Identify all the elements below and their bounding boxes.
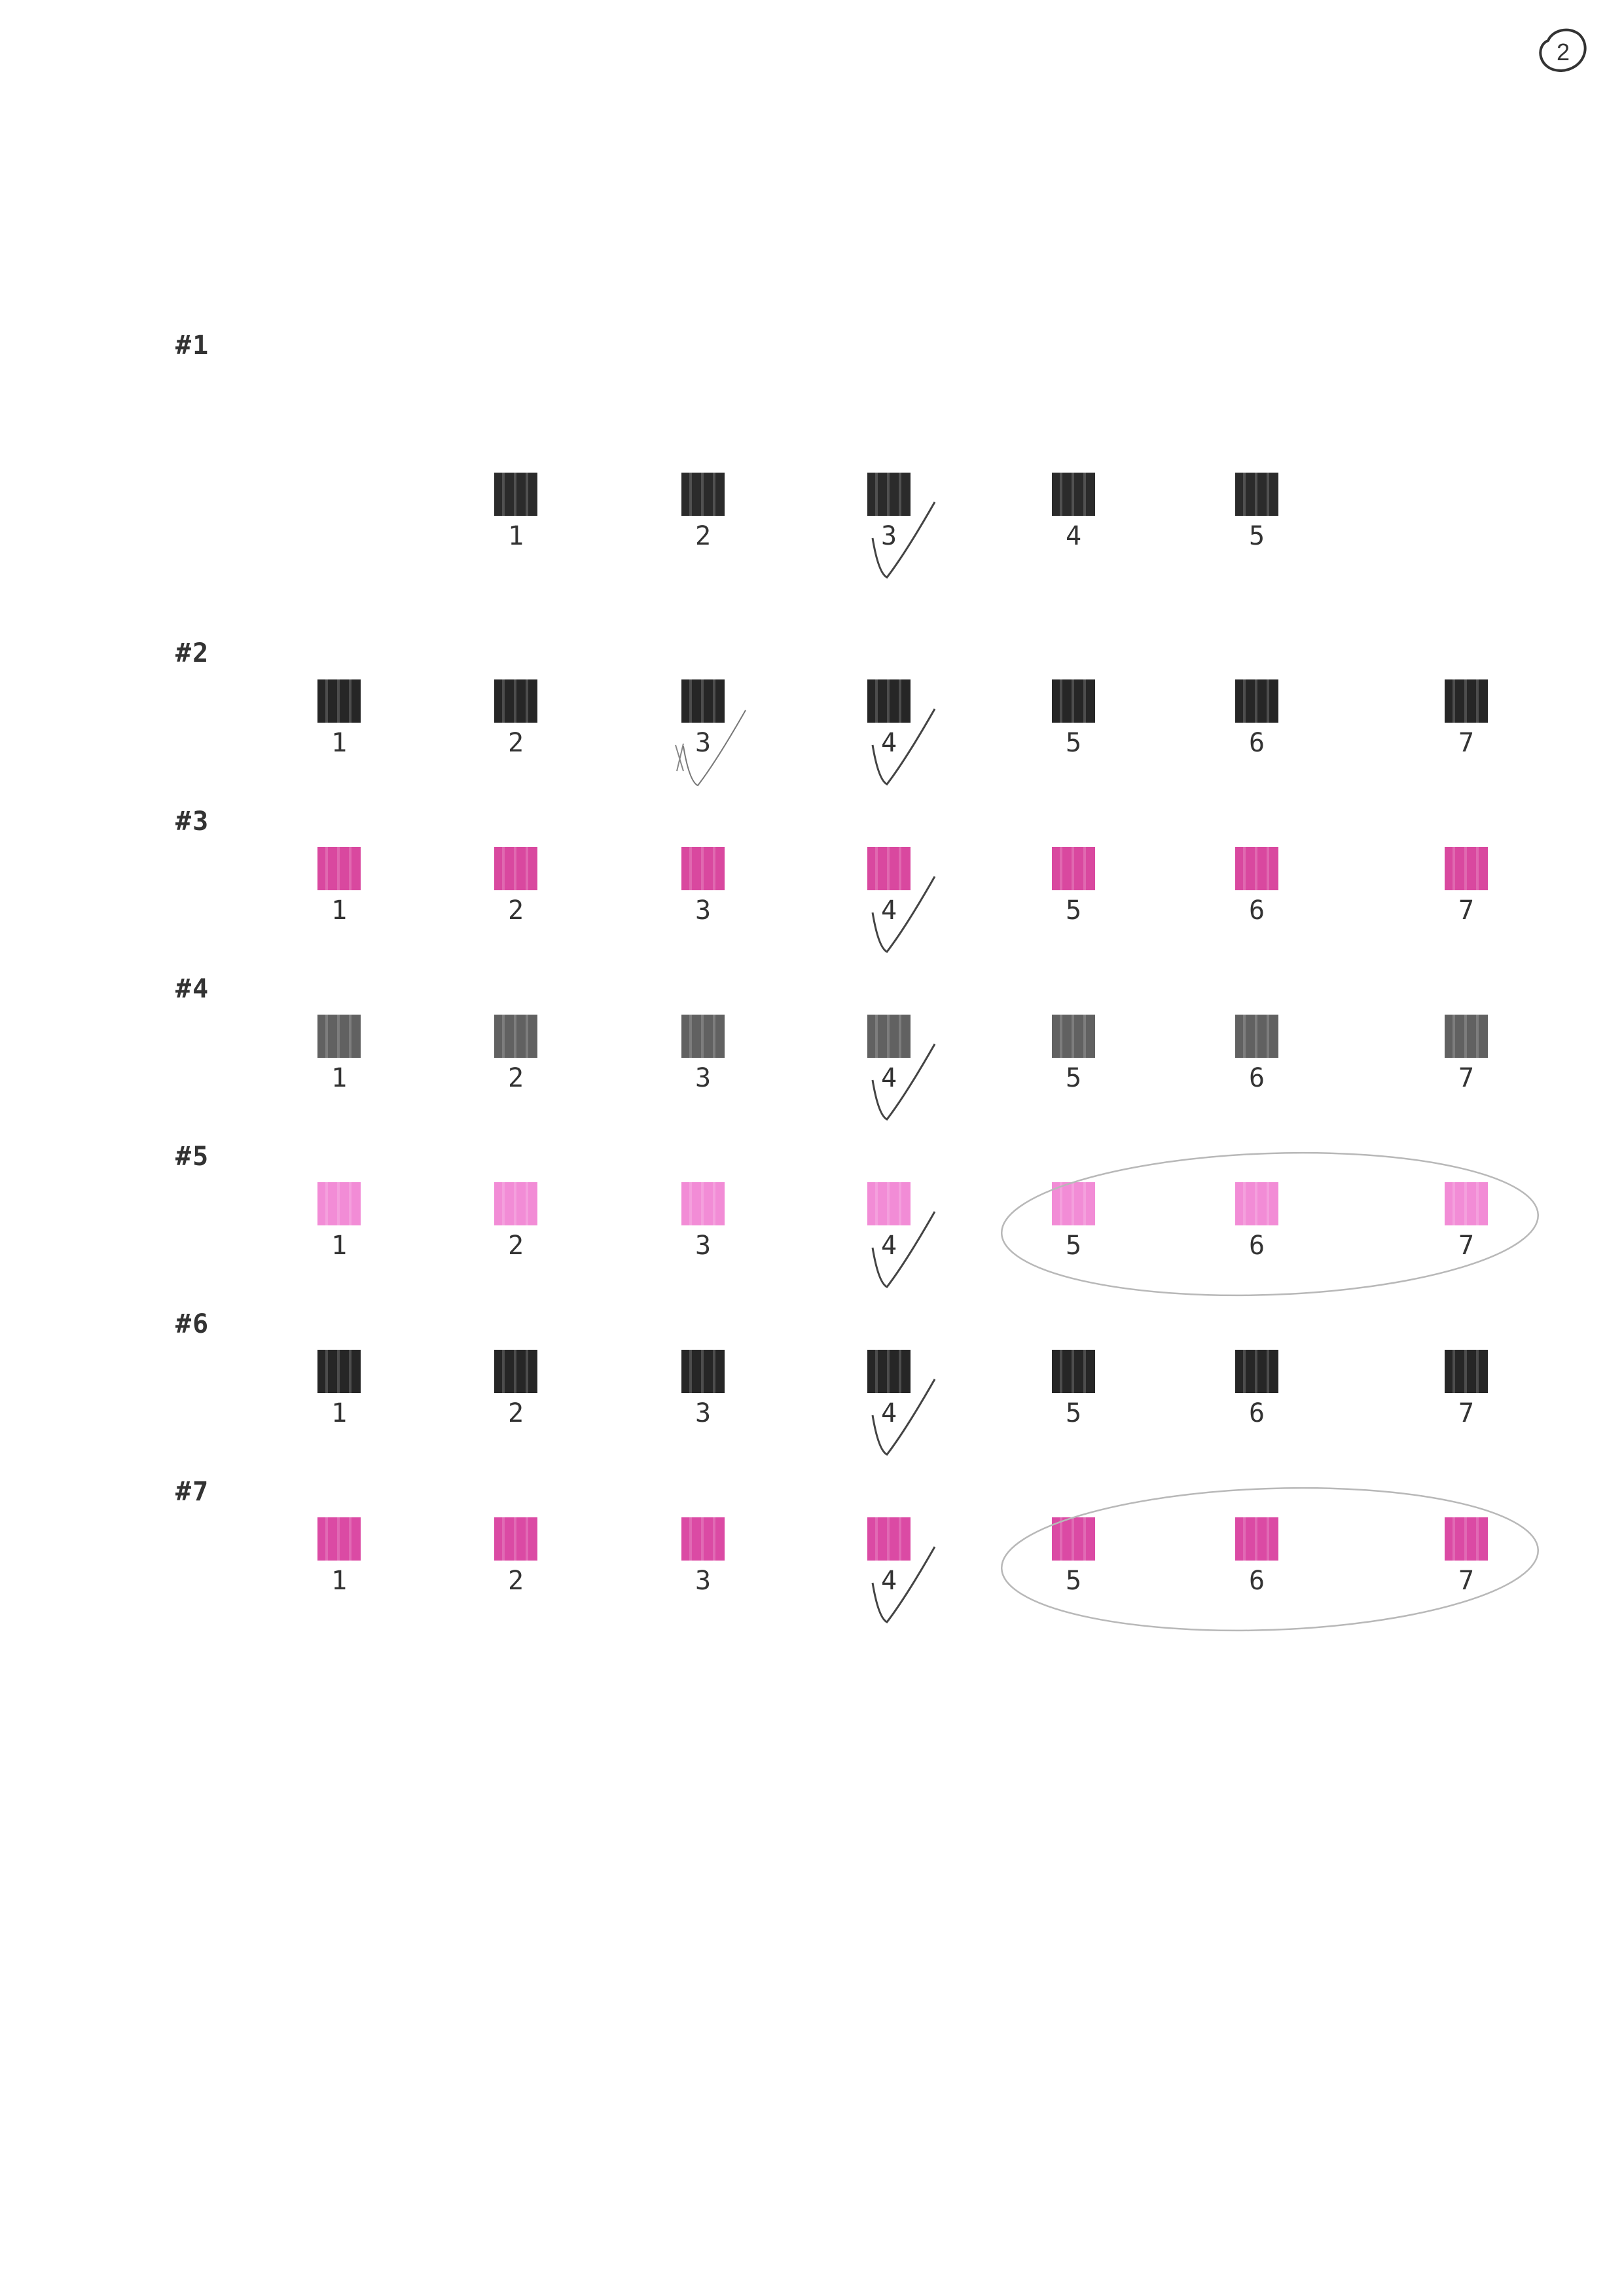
- test-patch: [317, 1182, 361, 1225]
- patch-number: 3: [695, 728, 712, 758]
- patch-number: 2: [507, 895, 524, 926]
- patch-number: 4: [880, 1063, 897, 1093]
- patch-number: 5: [1065, 1566, 1082, 1596]
- test-patch: [681, 1015, 725, 1058]
- test-patch: [1445, 1015, 1488, 1058]
- patch-number: 7: [1458, 728, 1475, 758]
- test-patch: [867, 1350, 911, 1393]
- patch-number: 2: [507, 728, 524, 758]
- patch-number: 4: [880, 895, 897, 926]
- test-patch: [867, 1015, 911, 1058]
- patch-number: 4: [880, 728, 897, 758]
- test-patch: [317, 1015, 361, 1058]
- patch-number: 6: [1248, 1231, 1265, 1261]
- patch-number: 4: [1065, 521, 1082, 551]
- patch-number: 4: [880, 1231, 897, 1261]
- test-patch: [1052, 1350, 1095, 1393]
- test-patch: [494, 847, 537, 890]
- patch-number: 1: [331, 1566, 348, 1596]
- test-patch: [1052, 1517, 1095, 1561]
- patch-number: 6: [1248, 1063, 1265, 1093]
- test-patch: [1235, 679, 1278, 723]
- row-label: #7: [175, 1477, 210, 1507]
- test-patch: [867, 847, 911, 890]
- page-number-mark: [1540, 30, 1585, 71]
- test-patch: [681, 847, 725, 890]
- patch-number: 4: [880, 1398, 897, 1428]
- patch-number: 1: [331, 1231, 348, 1261]
- row-label: #1: [175, 331, 210, 361]
- patch-number: 1: [331, 1398, 348, 1428]
- page-number-text: 2: [1557, 39, 1570, 65]
- patch-number: 2: [507, 1231, 524, 1261]
- test-patch: [681, 473, 725, 516]
- test-patch: [1445, 1350, 1488, 1393]
- patch-number: 3: [695, 1566, 712, 1596]
- test-patch: [867, 679, 911, 723]
- patch-number: 5: [1065, 1231, 1082, 1261]
- patch-number: 5: [1065, 1398, 1082, 1428]
- test-patch: [1052, 679, 1095, 723]
- patch-number: 7: [1458, 1063, 1475, 1093]
- test-patch: [1235, 473, 1278, 516]
- test-patch: [1052, 1182, 1095, 1225]
- test-patch: [1445, 847, 1488, 890]
- test-patch: [494, 1350, 537, 1393]
- patch-number: 6: [1248, 895, 1265, 926]
- test-patch: [681, 1182, 725, 1225]
- test-patch: [1052, 1015, 1095, 1058]
- row-label: #4: [175, 974, 210, 1004]
- test-patch: [1052, 473, 1095, 516]
- test-patch: [1235, 1182, 1278, 1225]
- test-patch: [681, 679, 725, 723]
- patch-number: 4: [880, 1566, 897, 1596]
- check-marks: [676, 502, 935, 1622]
- patch-number: 2: [507, 1566, 524, 1596]
- patch-number: 3: [695, 1231, 712, 1261]
- test-patch: [494, 473, 537, 516]
- test-patch: [1445, 679, 1488, 723]
- test-patch: [317, 847, 361, 890]
- patch-number: 5: [1065, 728, 1082, 758]
- test-patch: [317, 679, 361, 723]
- test-patch: [1235, 1350, 1278, 1393]
- patch-number: 7: [1458, 1566, 1475, 1596]
- test-patch: [867, 1182, 911, 1225]
- patch-number: 5: [1065, 895, 1082, 926]
- test-patch: [1445, 1517, 1488, 1561]
- patch-number: 3: [695, 1398, 712, 1428]
- patch-number: 5: [1065, 1063, 1082, 1093]
- test-patch: [317, 1517, 361, 1561]
- row-label: #6: [175, 1309, 210, 1339]
- test-patch: [681, 1517, 725, 1561]
- patch-number: 5: [1248, 521, 1265, 551]
- test-patch: [867, 473, 911, 516]
- test-patch: [1235, 1517, 1278, 1561]
- test-patch: [681, 1350, 725, 1393]
- test-patch: [1052, 847, 1095, 890]
- patch-number: 1: [331, 728, 348, 758]
- test-patch: [494, 1182, 537, 1225]
- patch-number: 1: [507, 521, 524, 551]
- patch-number: 3: [880, 521, 897, 551]
- patch-number: 3: [695, 1063, 712, 1093]
- test-patch: [494, 679, 537, 723]
- row-label: #5: [175, 1142, 210, 1172]
- patch-number: 3: [695, 895, 712, 926]
- test-patch: [1235, 1015, 1278, 1058]
- test-patch: [867, 1517, 911, 1561]
- patch-number: 1: [331, 895, 348, 926]
- patch-number: 2: [695, 521, 712, 551]
- test-patch: [1235, 847, 1278, 890]
- row-label: #3: [175, 806, 210, 837]
- patch-number: 1: [331, 1063, 348, 1093]
- test-patch: [494, 1517, 537, 1561]
- patch-number: 7: [1458, 895, 1475, 926]
- patch-number: 7: [1458, 1231, 1475, 1261]
- test-patch: [1445, 1182, 1488, 1225]
- patch-number: 2: [507, 1063, 524, 1093]
- row-label: #2: [175, 638, 210, 668]
- test-patch: [317, 1350, 361, 1393]
- patch-number: 2: [507, 1398, 524, 1428]
- test-patch: [494, 1015, 537, 1058]
- patch-number: 6: [1248, 1398, 1265, 1428]
- patch-number: 6: [1248, 1566, 1265, 1596]
- patch-number: 6: [1248, 728, 1265, 758]
- patch-number: 7: [1458, 1398, 1475, 1428]
